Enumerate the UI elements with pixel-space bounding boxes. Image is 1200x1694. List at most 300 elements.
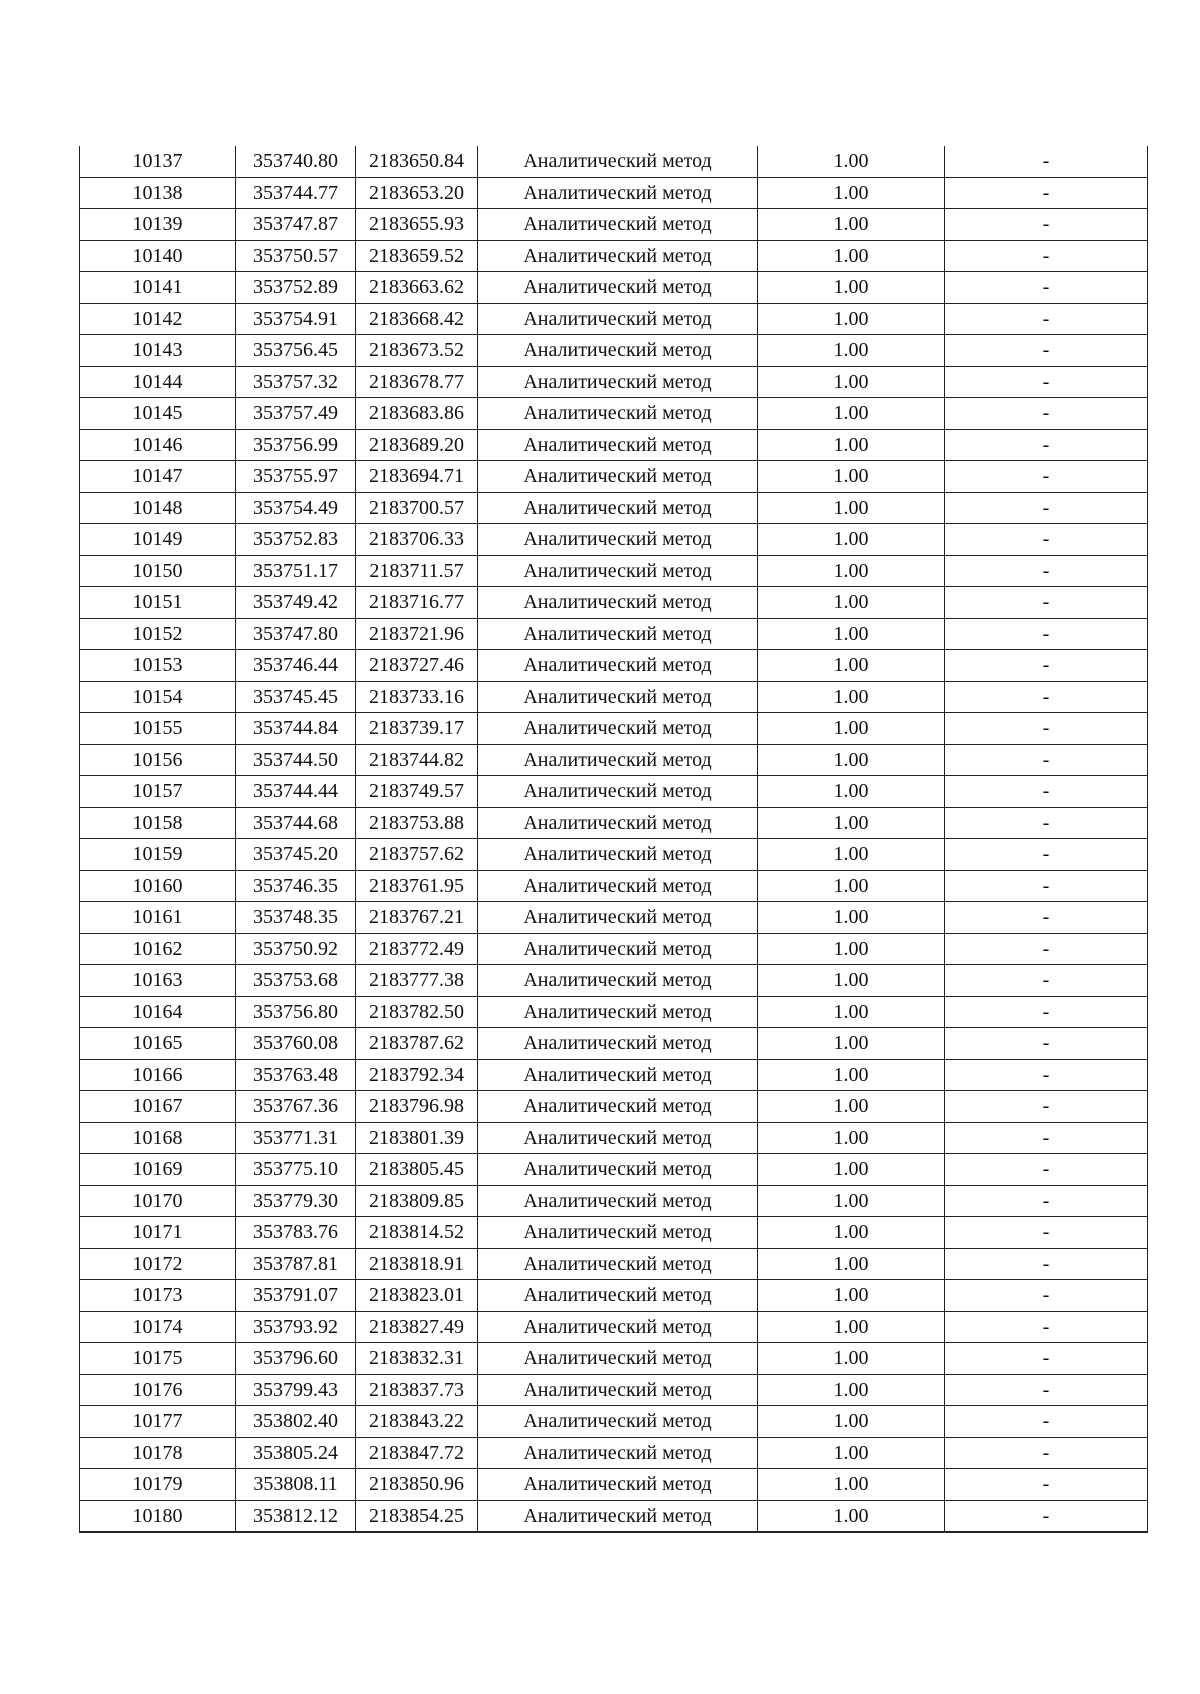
accuracy-cell: 1.00 xyxy=(758,461,945,493)
method-cell: Аналитический метод xyxy=(478,1091,758,1123)
accuracy-cell: 1.00 xyxy=(758,996,945,1028)
y-coordinate-cell: 2183809.85 xyxy=(356,1185,478,1217)
y-coordinate-cell: 2183757.62 xyxy=(356,839,478,871)
table-row xyxy=(80,555,1148,587)
y-coordinate-cell: 2183721.96 xyxy=(356,618,478,650)
point-number-cell: 10176 xyxy=(80,1374,236,1406)
note-cell: - xyxy=(945,1028,1148,1060)
method-cell: Аналитический метод xyxy=(478,839,758,871)
point-number-cell: 10162 xyxy=(80,933,236,965)
x-coordinate-cell: 353771.31 xyxy=(236,1122,356,1154)
note-cell: - xyxy=(945,776,1148,808)
method-cell: Аналитический метод xyxy=(478,870,758,902)
note-cell: - xyxy=(945,996,1148,1028)
note-cell: - xyxy=(945,177,1148,209)
point-number-cell: 10161 xyxy=(80,902,236,934)
note-cell: - xyxy=(945,1437,1148,1469)
table-row xyxy=(80,1374,1148,1406)
table-row xyxy=(80,524,1148,556)
point-number-cell: 10153 xyxy=(80,650,236,682)
point-number-cell: 10138 xyxy=(80,177,236,209)
x-coordinate-cell: 353763.48 xyxy=(236,1059,356,1091)
table-row xyxy=(80,1217,1148,1249)
accuracy-cell: 1.00 xyxy=(758,650,945,682)
accuracy-cell: 1.00 xyxy=(758,240,945,272)
point-number-cell: 10180 xyxy=(80,1500,236,1532)
x-coordinate-cell: 353796.60 xyxy=(236,1343,356,1375)
table-row xyxy=(80,240,1148,272)
method-cell: Аналитический метод xyxy=(478,1122,758,1154)
point-number-cell: 10171 xyxy=(80,1217,236,1249)
method-cell: Аналитический метод xyxy=(478,902,758,934)
method-cell: Аналитический метод xyxy=(478,1311,758,1343)
y-coordinate-cell: 2183827.49 xyxy=(356,1311,478,1343)
table-row xyxy=(80,681,1148,713)
note-cell: - xyxy=(945,1122,1148,1154)
method-cell: Аналитический метод xyxy=(478,965,758,997)
note-cell: - xyxy=(945,398,1148,430)
table-row xyxy=(80,1059,1148,1091)
table-row xyxy=(80,1248,1148,1280)
table-row xyxy=(80,713,1148,745)
table-row xyxy=(80,366,1148,398)
method-cell: Аналитический метод xyxy=(478,681,758,713)
y-coordinate-cell: 2183678.77 xyxy=(356,366,478,398)
table-row xyxy=(80,776,1148,808)
accuracy-cell: 1.00 xyxy=(758,1469,945,1501)
y-coordinate-cell: 2183796.98 xyxy=(356,1091,478,1123)
point-number-cell: 10157 xyxy=(80,776,236,808)
point-number-cell: 10146 xyxy=(80,429,236,461)
point-number-cell: 10168 xyxy=(80,1122,236,1154)
y-coordinate-cell: 2183837.73 xyxy=(356,1374,478,1406)
note-cell: - xyxy=(945,587,1148,619)
note-cell: - xyxy=(945,1406,1148,1438)
table-row xyxy=(80,1185,1148,1217)
note-cell: - xyxy=(945,1469,1148,1501)
method-cell: Аналитический метод xyxy=(478,1500,758,1532)
table-row xyxy=(80,492,1148,524)
point-number-cell: 10160 xyxy=(80,870,236,902)
method-cell: Аналитический метод xyxy=(478,1154,758,1186)
method-cell: Аналитический метод xyxy=(478,366,758,398)
accuracy-cell: 1.00 xyxy=(758,839,945,871)
coordinates-table xyxy=(79,146,1148,1533)
x-coordinate-cell: 353747.80 xyxy=(236,618,356,650)
point-number-cell: 10164 xyxy=(80,996,236,1028)
accuracy-cell: 1.00 xyxy=(758,1374,945,1406)
accuracy-cell: 1.00 xyxy=(758,1091,945,1123)
point-number-cell: 10139 xyxy=(80,209,236,241)
note-cell: - xyxy=(945,744,1148,776)
x-coordinate-cell: 353754.49 xyxy=(236,492,356,524)
x-coordinate-cell: 353750.92 xyxy=(236,933,356,965)
y-coordinate-cell: 2183777.38 xyxy=(356,965,478,997)
x-coordinate-cell: 353775.10 xyxy=(236,1154,356,1186)
point-number-cell: 10175 xyxy=(80,1343,236,1375)
x-coordinate-cell: 353802.40 xyxy=(236,1406,356,1438)
table-row xyxy=(80,335,1148,367)
y-coordinate-cell: 2183850.96 xyxy=(356,1469,478,1501)
point-number-cell: 10154 xyxy=(80,681,236,713)
point-number-cell: 10178 xyxy=(80,1437,236,1469)
x-coordinate-cell: 353756.45 xyxy=(236,335,356,367)
accuracy-cell: 1.00 xyxy=(758,1311,945,1343)
method-cell: Аналитический метод xyxy=(478,461,758,493)
y-coordinate-cell: 2183727.46 xyxy=(356,650,478,682)
x-coordinate-cell: 353752.89 xyxy=(236,272,356,304)
method-cell: Аналитический метод xyxy=(478,429,758,461)
table-row xyxy=(80,272,1148,304)
x-coordinate-cell: 353799.43 xyxy=(236,1374,356,1406)
accuracy-cell: 1.00 xyxy=(758,146,945,177)
accuracy-cell: 1.00 xyxy=(758,713,945,745)
accuracy-cell: 1.00 xyxy=(758,618,945,650)
y-coordinate-cell: 2183655.93 xyxy=(356,209,478,241)
point-number-cell: 10172 xyxy=(80,1248,236,1280)
note-cell: - xyxy=(945,965,1148,997)
x-coordinate-cell: 353787.81 xyxy=(236,1248,356,1280)
method-cell: Аналитический метод xyxy=(478,1469,758,1501)
accuracy-cell: 1.00 xyxy=(758,965,945,997)
note-cell: - xyxy=(945,1217,1148,1249)
accuracy-cell: 1.00 xyxy=(758,870,945,902)
note-cell: - xyxy=(945,240,1148,272)
x-coordinate-cell: 353753.68 xyxy=(236,965,356,997)
method-cell: Аналитический метод xyxy=(478,744,758,776)
y-coordinate-cell: 2183716.77 xyxy=(356,587,478,619)
method-cell: Аналитический метод xyxy=(478,996,758,1028)
x-coordinate-cell: 353779.30 xyxy=(236,1185,356,1217)
note-cell: - xyxy=(945,839,1148,871)
x-coordinate-cell: 353754.91 xyxy=(236,303,356,335)
y-coordinate-cell: 2183782.50 xyxy=(356,996,478,1028)
table-row xyxy=(80,902,1148,934)
table-body xyxy=(80,146,1148,1532)
note-cell: - xyxy=(945,1374,1148,1406)
method-cell: Аналитический метод xyxy=(478,650,758,682)
table-row xyxy=(80,1091,1148,1123)
point-number-cell: 10177 xyxy=(80,1406,236,1438)
accuracy-cell: 1.00 xyxy=(758,1500,945,1532)
note-cell: - xyxy=(945,1280,1148,1312)
method-cell: Аналитический метод xyxy=(478,587,758,619)
table-row xyxy=(80,1500,1148,1532)
point-number-cell: 10141 xyxy=(80,272,236,304)
accuracy-cell: 1.00 xyxy=(758,429,945,461)
point-number-cell: 10167 xyxy=(80,1091,236,1123)
point-number-cell: 10158 xyxy=(80,807,236,839)
table-row xyxy=(80,1343,1148,1375)
x-coordinate-cell: 353744.50 xyxy=(236,744,356,776)
y-coordinate-cell: 2183744.82 xyxy=(356,744,478,776)
note-cell: - xyxy=(945,524,1148,556)
note-cell: - xyxy=(945,1248,1148,1280)
x-coordinate-cell: 353747.87 xyxy=(236,209,356,241)
point-number-cell: 10150 xyxy=(80,555,236,587)
y-coordinate-cell: 2183832.31 xyxy=(356,1343,478,1375)
table-row xyxy=(80,933,1148,965)
accuracy-cell: 1.00 xyxy=(758,1185,945,1217)
accuracy-cell: 1.00 xyxy=(758,398,945,430)
table-row xyxy=(80,209,1148,241)
y-coordinate-cell: 2183843.22 xyxy=(356,1406,478,1438)
x-coordinate-cell: 353746.35 xyxy=(236,870,356,902)
point-number-cell: 10151 xyxy=(80,587,236,619)
x-coordinate-cell: 353744.44 xyxy=(236,776,356,808)
table-row xyxy=(80,1028,1148,1060)
point-number-cell: 10156 xyxy=(80,744,236,776)
table-row xyxy=(80,839,1148,871)
note-cell: - xyxy=(945,209,1148,241)
accuracy-cell: 1.00 xyxy=(758,1248,945,1280)
accuracy-cell: 1.00 xyxy=(758,335,945,367)
note-cell: - xyxy=(945,429,1148,461)
accuracy-cell: 1.00 xyxy=(758,681,945,713)
accuracy-cell: 1.00 xyxy=(758,1154,945,1186)
point-number-cell: 10173 xyxy=(80,1280,236,1312)
accuracy-cell: 1.00 xyxy=(758,1280,945,1312)
table-row xyxy=(80,429,1148,461)
table-row xyxy=(80,398,1148,430)
x-coordinate-cell: 353757.49 xyxy=(236,398,356,430)
table-row xyxy=(80,1280,1148,1312)
note-cell: - xyxy=(945,1091,1148,1123)
accuracy-cell: 1.00 xyxy=(758,776,945,808)
method-cell: Аналитический метод xyxy=(478,776,758,808)
table-row xyxy=(80,177,1148,209)
x-coordinate-cell: 353755.97 xyxy=(236,461,356,493)
y-coordinate-cell: 2183739.17 xyxy=(356,713,478,745)
x-coordinate-cell: 353808.11 xyxy=(236,1469,356,1501)
accuracy-cell: 1.00 xyxy=(758,1122,945,1154)
x-coordinate-cell: 353767.36 xyxy=(236,1091,356,1123)
y-coordinate-cell: 2183854.25 xyxy=(356,1500,478,1532)
y-coordinate-cell: 2183650.84 xyxy=(356,146,478,177)
point-number-cell: 10163 xyxy=(80,965,236,997)
point-number-cell: 10149 xyxy=(80,524,236,556)
note-cell: - xyxy=(945,681,1148,713)
y-coordinate-cell: 2183847.72 xyxy=(356,1437,478,1469)
table-row xyxy=(80,870,1148,902)
table-row xyxy=(80,303,1148,335)
y-coordinate-cell: 2183659.52 xyxy=(356,240,478,272)
note-cell: - xyxy=(945,933,1148,965)
method-cell: Аналитический метод xyxy=(478,1437,758,1469)
y-coordinate-cell: 2183792.34 xyxy=(356,1059,478,1091)
note-cell: - xyxy=(945,1059,1148,1091)
point-number-cell: 10166 xyxy=(80,1059,236,1091)
table-row xyxy=(80,146,1148,177)
y-coordinate-cell: 2183772.49 xyxy=(356,933,478,965)
note-cell: - xyxy=(945,870,1148,902)
accuracy-cell: 1.00 xyxy=(758,933,945,965)
table-row xyxy=(80,807,1148,839)
point-number-cell: 10169 xyxy=(80,1154,236,1186)
y-coordinate-cell: 2183818.91 xyxy=(356,1248,478,1280)
y-coordinate-cell: 2183767.21 xyxy=(356,902,478,934)
y-coordinate-cell: 2183683.86 xyxy=(356,398,478,430)
table-row xyxy=(80,744,1148,776)
method-cell: Аналитический метод xyxy=(478,177,758,209)
y-coordinate-cell: 2183733.16 xyxy=(356,681,478,713)
point-number-cell: 10144 xyxy=(80,366,236,398)
accuracy-cell: 1.00 xyxy=(758,807,945,839)
table-row xyxy=(80,1469,1148,1501)
method-cell: Аналитический метод xyxy=(478,1217,758,1249)
accuracy-cell: 1.00 xyxy=(758,492,945,524)
y-coordinate-cell: 2183801.39 xyxy=(356,1122,478,1154)
method-cell: Аналитический метод xyxy=(478,933,758,965)
x-coordinate-cell: 353744.84 xyxy=(236,713,356,745)
y-coordinate-cell: 2183663.62 xyxy=(356,272,478,304)
method-cell: Аналитический метод xyxy=(478,1406,758,1438)
y-coordinate-cell: 2183761.95 xyxy=(356,870,478,902)
y-coordinate-cell: 2183749.57 xyxy=(356,776,478,808)
method-cell: Аналитический метод xyxy=(478,1185,758,1217)
point-number-cell: 10174 xyxy=(80,1311,236,1343)
accuracy-cell: 1.00 xyxy=(758,1437,945,1469)
note-cell: - xyxy=(945,1311,1148,1343)
y-coordinate-cell: 2183668.42 xyxy=(356,303,478,335)
point-number-cell: 10165 xyxy=(80,1028,236,1060)
method-cell: Аналитический метод xyxy=(478,555,758,587)
accuracy-cell: 1.00 xyxy=(758,1343,945,1375)
x-coordinate-cell: 353748.35 xyxy=(236,902,356,934)
x-coordinate-cell: 353749.42 xyxy=(236,587,356,619)
table-row xyxy=(80,965,1148,997)
point-number-cell: 10147 xyxy=(80,461,236,493)
point-number-cell: 10170 xyxy=(80,1185,236,1217)
point-number-cell: 10155 xyxy=(80,713,236,745)
note-cell: - xyxy=(945,335,1148,367)
x-coordinate-cell: 353744.68 xyxy=(236,807,356,839)
accuracy-cell: 1.00 xyxy=(758,366,945,398)
method-cell: Аналитический метод xyxy=(478,398,758,430)
method-cell: Аналитический метод xyxy=(478,303,758,335)
method-cell: Аналитический метод xyxy=(478,807,758,839)
y-coordinate-cell: 2183673.52 xyxy=(356,335,478,367)
note-cell: - xyxy=(945,1500,1148,1532)
table-row xyxy=(80,1311,1148,1343)
y-coordinate-cell: 2183787.62 xyxy=(356,1028,478,1060)
point-number-cell: 10137 xyxy=(80,146,236,177)
note-cell: - xyxy=(945,272,1148,304)
x-coordinate-cell: 353751.17 xyxy=(236,555,356,587)
method-cell: Аналитический метод xyxy=(478,1248,758,1280)
note-cell: - xyxy=(945,1154,1148,1186)
point-number-cell: 10179 xyxy=(80,1469,236,1501)
point-number-cell: 10152 xyxy=(80,618,236,650)
point-number-cell: 10142 xyxy=(80,303,236,335)
accuracy-cell: 1.00 xyxy=(758,209,945,241)
point-number-cell: 10145 xyxy=(80,398,236,430)
y-coordinate-cell: 2183700.57 xyxy=(356,492,478,524)
point-number-cell: 10159 xyxy=(80,839,236,871)
table-row xyxy=(80,1406,1148,1438)
y-coordinate-cell: 2183653.20 xyxy=(356,177,478,209)
x-coordinate-cell: 353756.99 xyxy=(236,429,356,461)
x-coordinate-cell: 353740.80 xyxy=(236,146,356,177)
x-coordinate-cell: 353744.77 xyxy=(236,177,356,209)
note-cell: - xyxy=(945,1343,1148,1375)
x-coordinate-cell: 353746.44 xyxy=(236,650,356,682)
table-row xyxy=(80,1122,1148,1154)
method-cell: Аналитический метод xyxy=(478,240,758,272)
table-row xyxy=(80,587,1148,619)
note-cell: - xyxy=(945,713,1148,745)
table-row xyxy=(80,996,1148,1028)
note-cell: - xyxy=(945,618,1148,650)
method-cell: Аналитический метод xyxy=(478,492,758,524)
note-cell: - xyxy=(945,650,1148,682)
y-coordinate-cell: 2183753.88 xyxy=(356,807,478,839)
y-coordinate-cell: 2183711.57 xyxy=(356,555,478,587)
accuracy-cell: 1.00 xyxy=(758,744,945,776)
y-coordinate-cell: 2183814.52 xyxy=(356,1217,478,1249)
x-coordinate-cell: 353745.20 xyxy=(236,839,356,871)
table-row xyxy=(80,461,1148,493)
method-cell: Аналитический метод xyxy=(478,1280,758,1312)
x-coordinate-cell: 353805.24 xyxy=(236,1437,356,1469)
table-row xyxy=(80,1437,1148,1469)
method-cell: Аналитический метод xyxy=(478,713,758,745)
note-cell: - xyxy=(945,1185,1148,1217)
note-cell: - xyxy=(945,492,1148,524)
accuracy-cell: 1.00 xyxy=(758,177,945,209)
note-cell: - xyxy=(945,902,1148,934)
y-coordinate-cell: 2183805.45 xyxy=(356,1154,478,1186)
note-cell: - xyxy=(945,807,1148,839)
y-coordinate-cell: 2183706.33 xyxy=(356,524,478,556)
point-number-cell: 10148 xyxy=(80,492,236,524)
method-cell: Аналитический метод xyxy=(478,524,758,556)
x-coordinate-cell: 353791.07 xyxy=(236,1280,356,1312)
x-coordinate-cell: 353793.92 xyxy=(236,1311,356,1343)
method-cell: Аналитический метод xyxy=(478,1059,758,1091)
method-cell: Аналитический метод xyxy=(478,146,758,177)
method-cell: Аналитический метод xyxy=(478,618,758,650)
method-cell: Аналитический метод xyxy=(478,272,758,304)
table-row xyxy=(80,1154,1148,1186)
x-coordinate-cell: 353750.57 xyxy=(236,240,356,272)
point-number-cell: 10140 xyxy=(80,240,236,272)
method-cell: Аналитический метод xyxy=(478,209,758,241)
x-coordinate-cell: 353812.12 xyxy=(236,1500,356,1532)
method-cell: Аналитический метод xyxy=(478,1374,758,1406)
accuracy-cell: 1.00 xyxy=(758,902,945,934)
accuracy-cell: 1.00 xyxy=(758,1406,945,1438)
accuracy-cell: 1.00 xyxy=(758,524,945,556)
table-row xyxy=(80,650,1148,682)
table-row xyxy=(80,618,1148,650)
y-coordinate-cell: 2183689.20 xyxy=(356,429,478,461)
note-cell: - xyxy=(945,366,1148,398)
accuracy-cell: 1.00 xyxy=(758,1059,945,1091)
note-cell: - xyxy=(945,555,1148,587)
note-cell: - xyxy=(945,461,1148,493)
x-coordinate-cell: 353760.08 xyxy=(236,1028,356,1060)
accuracy-cell: 1.00 xyxy=(758,555,945,587)
note-cell: - xyxy=(945,303,1148,335)
y-coordinate-cell: 2183823.01 xyxy=(356,1280,478,1312)
x-coordinate-cell: 353783.76 xyxy=(236,1217,356,1249)
point-number-cell: 10143 xyxy=(80,335,236,367)
accuracy-cell: 1.00 xyxy=(758,303,945,335)
accuracy-cell: 1.00 xyxy=(758,1217,945,1249)
accuracy-cell: 1.00 xyxy=(758,272,945,304)
method-cell: Аналитический метод xyxy=(478,335,758,367)
